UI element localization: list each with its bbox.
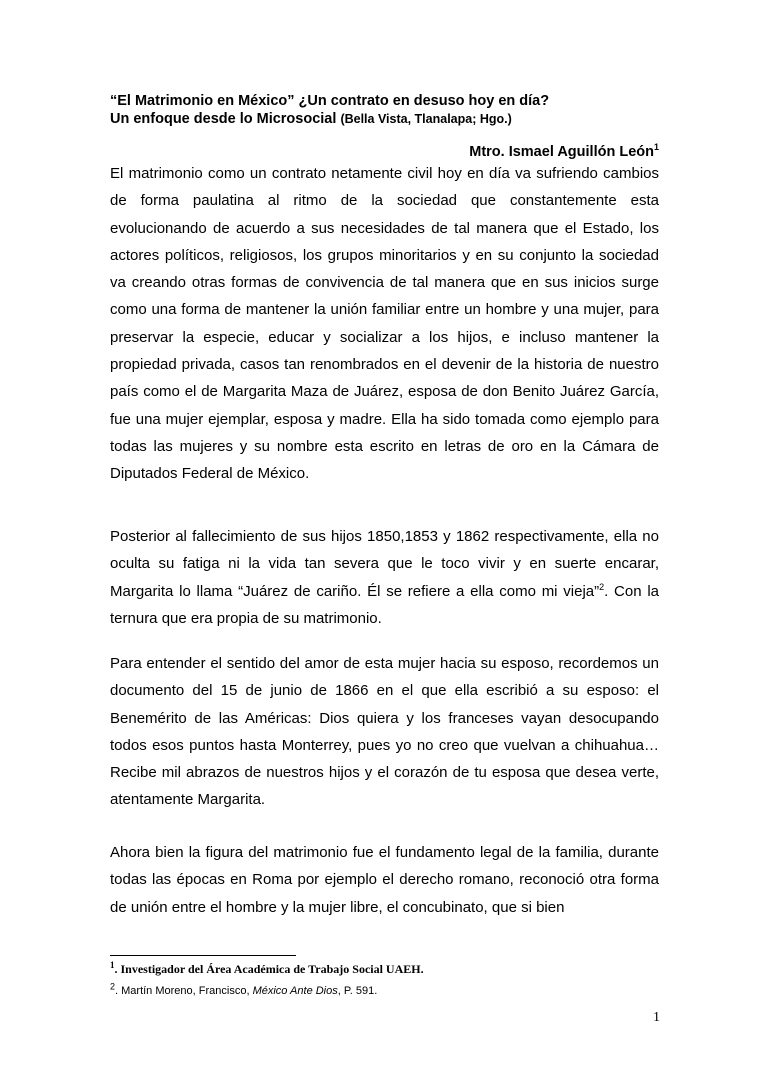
paragraph-3: Para entender el sentido del amor de esta mujer hacia su esposo, recordemos un documento del 15 de junio de 1866 en el que ella escribió a su esposo: el Benemérito de las Américas: Dios quiera y los franceses vayan desocupando todos esos puntos hasta Monterrey, pues yo no creo que vuelvan a chihuahua… Recibe mil abrazos de nuestros hijos y el corazón de tu esposa que desea verte, atentamente Margarita. — [110, 655, 659, 809]
page-number: 1 — [653, 1010, 660, 1025]
title-line-2-location: (Bella Vista, Tlanalapa; Hgo.) — [340, 112, 512, 126]
footnote-1 — [110, 962, 670, 977]
footnote-2-book-title: México Ante Dios — [252, 985, 338, 997]
footnote-2-number: 2 — [110, 981, 116, 992]
paragraph-4: Ahora bien la figura del matrimonio fue el fundamento legal de la familia, durante todas las épocas en Roma por ejemplo el derecho romano, reconoció otra forma de unión entre el hombre y la mujer libre, el concubinato, que si bien — [110, 844, 659, 916]
paragraph-2 — [110, 523, 659, 632]
footnote-separator — [110, 955, 296, 956]
footnote-2 — [110, 981, 670, 997]
author-name: Mtro. Ismael Aguillón León — [469, 144, 654, 160]
paragraph-2-footnote-ref: 2 — [599, 581, 605, 592]
document-title — [110, 92, 670, 128]
footnote-1-text: . Investigador del Área Académica de Trabajo Social UAEH. — [114, 962, 424, 976]
footnote-2-text-end: , P. 591. — [337, 985, 378, 997]
paragraph-2-text-end: . Con la ternura que era propia de su matrimonio. — [110, 582, 660, 627]
author-footnote-ref: 1 — [653, 142, 659, 153]
title-line-1: “El Matrimonio en México” ¿Un contrato en desuso hoy en día? — [110, 93, 550, 109]
title-line-2-main: Un enfoque desde lo Microsocial — [110, 111, 337, 127]
title-line-2 — [110, 110, 670, 128]
author-line — [110, 144, 659, 160]
paragraph-1: El matrimonio como un contrato netamente civil hoy en día va sufriendo cambios de forma paulatina al ritmo de la sociedad que constantemente esta evolucionando de acuerdo a sus necesidades de tal manera que el Estado, los actores políticos, religiosos, los grupos minoritarios y en su conjunto la sociedad va creando otras formas de convivencia de tal manera que en sus inicios surge como una forma de mantener la unión familiar entre un hombre y una mujer, para preservar la especie, educar y socializar a los hijos, e incluso mantener la propiedad privada, casos tan renombrados en el devenir de la historia de nuestro país como el de Margarita Maza de Juárez, esposa de don Benito Juárez García, fue una mujer ejemplar, esposa y madre. Ella ha sido tomada como ejemplo para todas las mujeres y su nombre esta escrito en letras de oro en la Cámara de Diputados Federal de México. — [110, 165, 659, 483]
footnote-1-number: 1 — [110, 960, 115, 970]
footnote-2-text: . Martín Moreno, Francisco, — [115, 985, 253, 997]
paragraph-2-text: Posterior al fallecimiento de sus hijos 1850,1853 y 1862 respectivamente, ella no oculta su fatiga ni la vida tan severa que le toco vivir y en suerte encarar, Margarita lo llama “Juárez de cariño. Él se refiere a ella como mi vieja” — [110, 528, 659, 600]
